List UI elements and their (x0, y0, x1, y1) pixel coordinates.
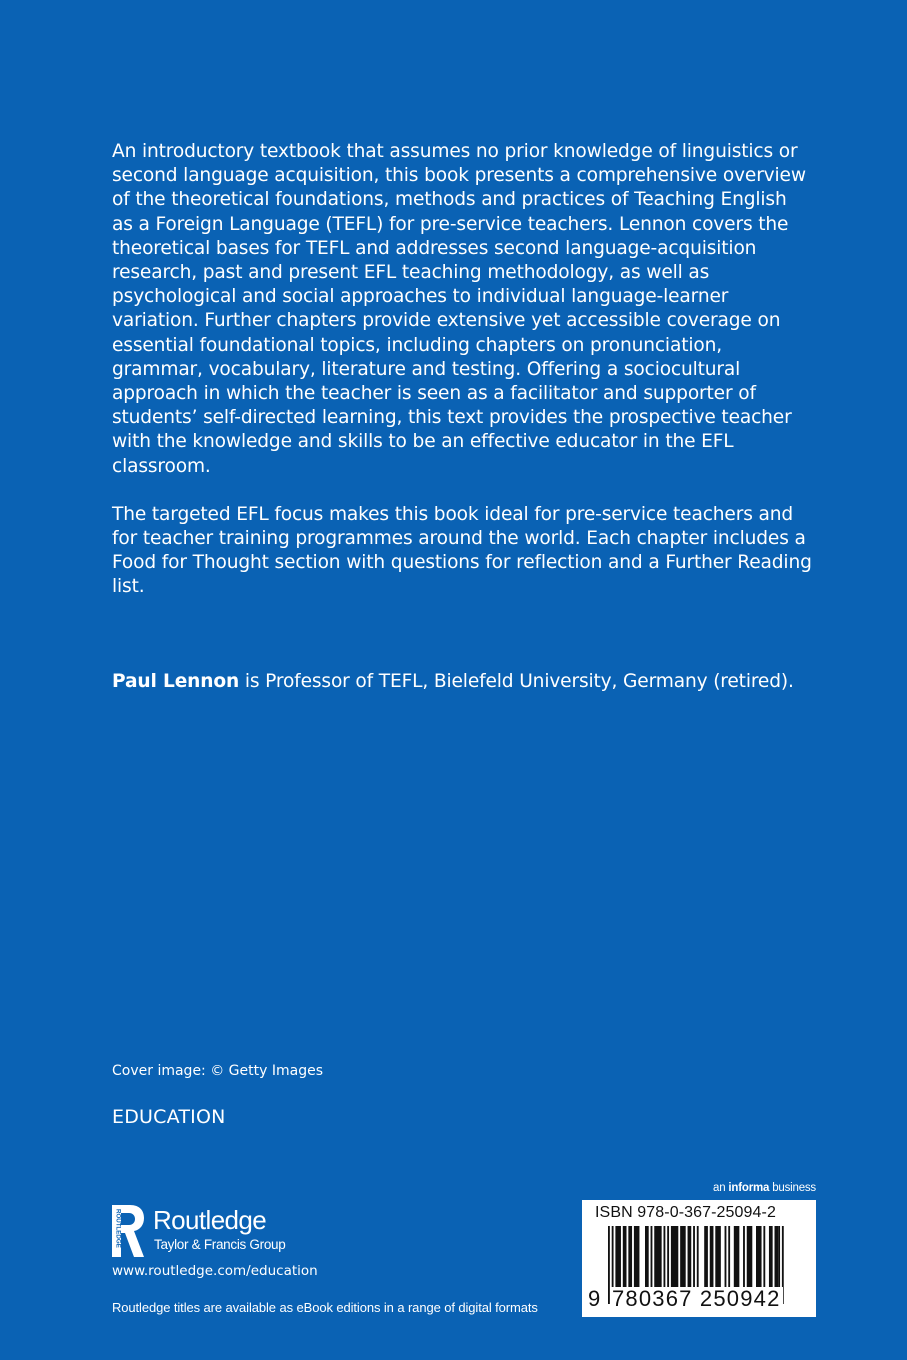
barcode-bar (704, 1226, 708, 1290)
barcode-first-digit: 9 (588, 1286, 601, 1311)
barcode-bar (623, 1226, 627, 1290)
author-bio (112, 670, 832, 694)
barcode-bar (734, 1226, 740, 1290)
routledge-r-mark-icon (110, 1203, 146, 1259)
informa-brand: informa (728, 1182, 770, 1194)
barcode-bar (634, 1226, 640, 1290)
barcode-bar (645, 1226, 649, 1290)
barcode-bar (628, 1226, 632, 1290)
barcode-bar (747, 1226, 753, 1290)
barcode-bar (725, 1226, 727, 1290)
barcode-bar (654, 1226, 661, 1290)
publisher-name: Routledge (153, 1205, 267, 1235)
barcode-bar (667, 1226, 669, 1290)
isbn-barcode-panel (582, 1200, 816, 1317)
author-description: is Professor of TEFL, Bielefeld University, Germany (retired). (239, 671, 794, 692)
author-name: Paul Lennon (112, 671, 240, 692)
subject-category: EDUCATION (112, 1106, 226, 1128)
barcode-bar (775, 1226, 779, 1290)
back-cover-blurb (112, 140, 812, 624)
blurb-paragraph-2: The targeted EFL focus makes this book ideal for pre-service teachers and for teacher training programmes around the world. Each chapter includes a Food for Thought section with questions for reflection and a Further Reading list. (112, 503, 812, 598)
barcode-bar (715, 1226, 721, 1290)
routledge-logo (110, 1203, 310, 1259)
barcode-bar (615, 1226, 621, 1290)
informa-prefix: an (713, 1182, 729, 1194)
barcode-bar (651, 1226, 653, 1290)
isbn-label: ISBN 978-0-367-25094-2 (595, 1204, 776, 1221)
barcode-bar (728, 1226, 730, 1290)
informa-business-tagline (700, 1181, 816, 1195)
barcode-bar (756, 1226, 762, 1290)
routledge-mark-vertical-text: ROUTLEDGE (114, 1209, 122, 1248)
ebook-availability-note: Routledge titles are available as eBook editions in a range of digital formats (112, 1300, 538, 1315)
barcode-digits: 780367 250942 (612, 1286, 781, 1311)
cover-image-credit: Cover image: © Getty Images (112, 1063, 323, 1079)
barcode-bar (763, 1226, 765, 1290)
barcode-bar (671, 1226, 678, 1290)
informa-suffix: business (769, 1182, 816, 1194)
publisher-group: Taylor & Francis Group (154, 1237, 286, 1252)
barcode-bar (688, 1226, 692, 1290)
publisher-website: www.routledge.com/education (112, 1263, 318, 1279)
barcode-bar (710, 1226, 714, 1290)
blurb-paragraph-1: An introductory textbook that assumes no prior knowledge of linguistics or second language acquisition, this book presents a comprehensive overview of the theoretical foundations, methods and practices of Teaching English as a Foreign Language (TEFL) for pre-service teachers. Lennon covers the theoretical bases for TEFL and addresses second language-acquisition research, past and present EFL teaching methodology, as well as psychological and social approaches to individual language-learner variation. Further chapters provide extensive yet accessible coverage on essential foundational topics, including chapters on pronunciation, grammar, vocabulary, literature and testing. Offering a sociocultural approach in which the teacher is seen as a facilitator and supporter of students’ self-directed learning, this text provides the prospective teacher with the knowledge and skills to be an effective educator in the EFL classroom. (112, 141, 806, 477)
barcode-bar (664, 1226, 666, 1290)
barcode-bar (769, 1226, 773, 1290)
barcode-bar (743, 1226, 745, 1290)
barcode-bar (680, 1226, 686, 1290)
